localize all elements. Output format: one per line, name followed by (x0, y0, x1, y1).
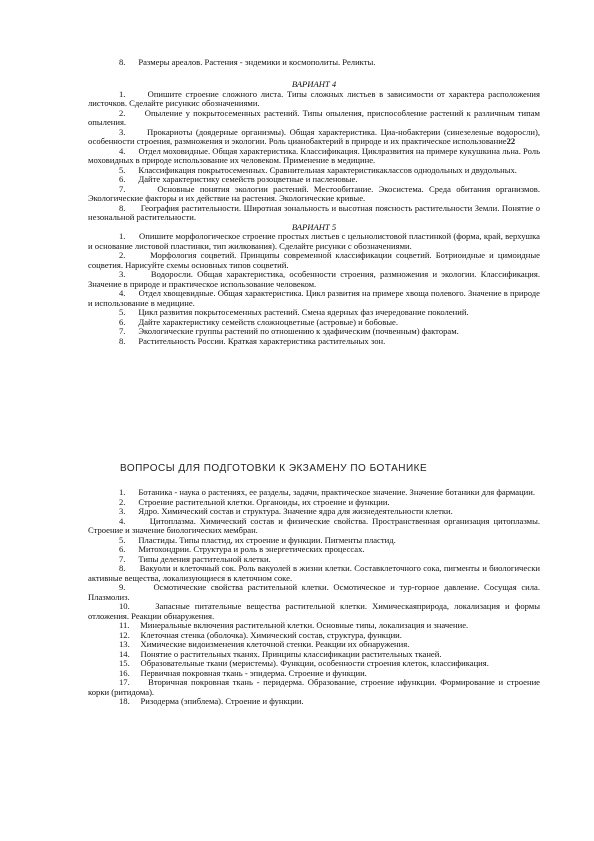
list-item: 18. Ризодерма (эпиблема). Строение и функции. (119, 696, 304, 706)
list-item: 1. Опишите строение сложного листа. Типы сложных листьев в зависимости от характера расположения листочков. Сделайте рисункис обозначениями. (88, 88, 540, 108)
list-item: 2. Строение растительной клетки. Органоиды, их строение и функции. (119, 496, 390, 507)
list-item: 5. Цикл развития покрытосеменных растений. Смена ядерных фаз ичередование поколений. (119, 307, 469, 317)
list-item: 2. Морфология соцветий. Принципы современной классификации соцветий. Ботриоидные и цимоидные соцветия. Нарисуйте схемы основных типов соцветий. (88, 250, 540, 270)
top-list (88, 58, 540, 68)
list-item: 5. Классификация покрытосеменных. Сравнительная характеристикаклассов однодольных и двудольных. (119, 164, 517, 175)
list-item: 13. Химические видоизменения клеточной стенки. Реакции их обнаружения. (119, 639, 410, 649)
list-item: 6. Дайте характеристику семейств розоцветные и пасленовые. (119, 174, 358, 184)
list-item: 5. Пластиды. Типы пластид, их строение и функции. Пигменты пластид. (119, 534, 396, 545)
list-item: 4. Отдел моховидные. Общая характеристика. Классификация. Циклразвития на примере кукушкина льна. Роль моховидных в природе использование их человеком. Применение в медицине. (88, 145, 540, 165)
variant-5-title: ВАРИАНТ 5 (291, 221, 337, 232)
list-item: 11. Минеральные включения растительной клетки. Основные типы, локализация и значение. (119, 620, 469, 630)
list-item: 6. Дайте характеристику семейств сложноцветные (астровые) и бобовые. (119, 316, 399, 327)
list-item: 16. Первичная покровная ткань - эпидерма. Строение и функции. (119, 667, 367, 678)
variant-4-title: ВАРИАНТ 4 (291, 79, 337, 89)
list-item: 8. Размеры ареалов. Растения - эндемики и космополиты. Реликты. (119, 57, 376, 67)
list-item-text: 3. Прокариоты (доядерные организмы). Общая характеристика. Циа-нобактерии (синезеленые водоросли), особенности строения, размножения и экологии. Роль цианобактерий в природе и их практическое использование (88, 126, 540, 146)
list-item: 14. Понятие о растительных тканях. Принципы классификации растительных тканей. (119, 648, 442, 659)
variant-4-section (88, 80, 540, 346)
list-item: 8. Растительность России. Краткая характеристика растительных зон. (119, 335, 386, 346)
list-item (88, 128, 540, 147)
list-item: 10. Запасные питательные вещества растительной клетки. Химическаяприрода, локализация и формы отложения. Реакции обнаружения. (88, 601, 540, 621)
exam-section-title: ВОПРОСЫ ДЛЯ ПОДГОТОВКИ К ЭКЗАМЕНУ ПО БОТАНИКЕ (120, 463, 428, 474)
list-item: 15. Образовательные ткани (меристемы). Функции, особенности строения клеток, классификация. (119, 658, 489, 668)
list-item: 7. Основные понятия экологии растений. Местообитание. Экосистема. Среда обитания организмов. Экологические факторы и их действие на растения. Экологические кривые. (88, 183, 540, 203)
page-number: 22 (506, 136, 516, 146)
list-item: 9. Осмотические свойства растительной клетки. Осмотическое и тур-горное давление. Сосущая сила. Плазмолиз. (88, 582, 540, 602)
list-item: 6. Митохондрии. Структура и роль в энергетических процессах. (119, 544, 365, 554)
list-item: 7. Типы деления растительной клетки. (119, 553, 271, 564)
list-item: 1. Ботаника - наука о растениях, ее разделы, задачи, практическое значение. Значение ботаники для фармации. (119, 487, 536, 497)
list-item: 8. География растительности. Широтная зональность и высотная поясность растительности Земли. Понятие о незональной растительности. (88, 202, 540, 222)
list-item: 3. Ядро. Химический состав и структура. Значение ядра для жизнедеятельности клетки. (119, 506, 453, 516)
list-item: 2. Опыление у покрытосеменных растений. Типы опыления, приспособление растений к различным типам опыления. (88, 107, 540, 127)
list-item: 4. Цитоплазма. Химический состав и физические свойства. Пространственная организация цитоплазмы. Строение и значение биологических мембран. (88, 515, 540, 535)
list-item: 3. Водоросли. Общая характеристика, особенности строения, размножения и экологии. Классификация. Значение в природе и практическое использование человеком. (88, 269, 540, 289)
list-item: 8. Вакуоли и клеточный сок. Роль вакуолей в жизни клетки. Составклеточного сока, пигменты и биологически активные вещества, локализующиеся в клеточном соке. (88, 563, 540, 583)
exam-questions (88, 488, 540, 707)
list-item: 4. Отдел хвощевидные. Общая характеристика. Цикл развития на примере хвоща полевого. Значение в природе и использование в медицине. (88, 288, 540, 308)
list-item: 7. Экологические группы растений по отношению к эдафическим (почвенным) факторам. (119, 326, 459, 336)
list-item: 12. Клеточная стенка (оболочка). Химический состав, структура, функции. (119, 629, 402, 640)
list-item: 17. Вторичная покровная ткань - перидерма. Образование, строение ифункции. Формирование и строение корки (ритидома). (88, 677, 540, 697)
list-item: 1. Опишите морфологическое строение простых листьев с цельнолистовой пластинкой (форма, край, верхушка и основание листовой пластинки, тип жилкования). Сделайте рисунки с обозначениями. (88, 231, 540, 251)
